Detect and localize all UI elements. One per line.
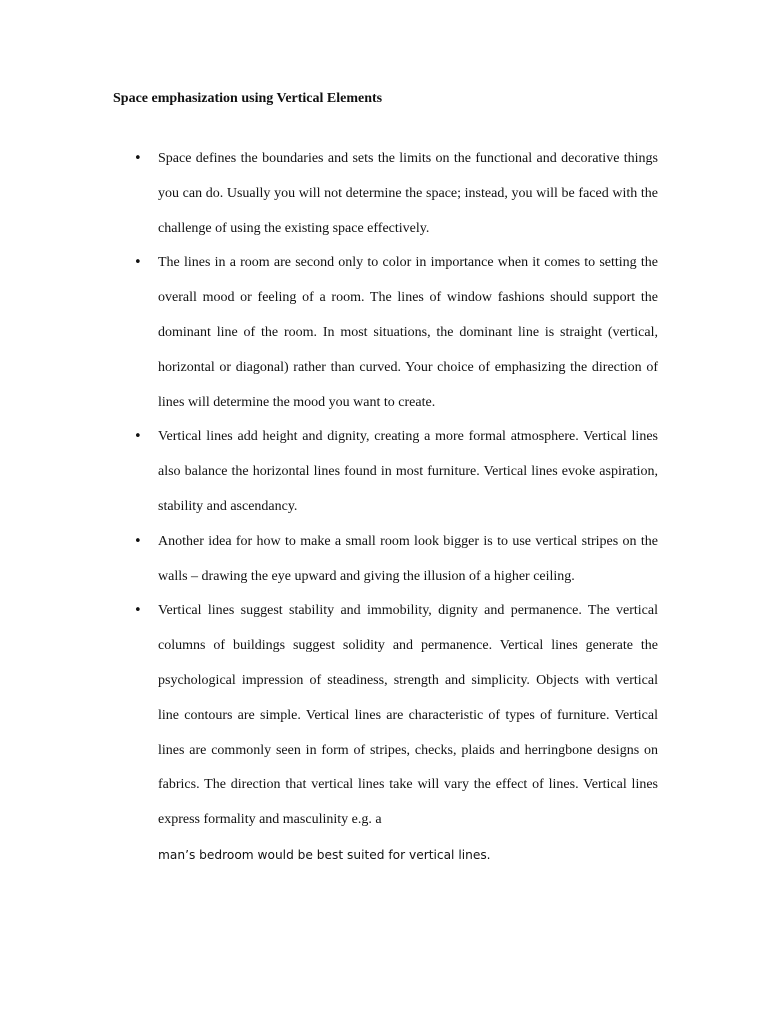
bullet-dot-icon: • <box>134 151 142 166</box>
bullet-text-2: The lines in a room are second only to color in importance when it comes to setting the overall mood or feeling of a room. The lines of window fashions should support the dominant line of the room. In most situations, the dominant line is straight (vertical, horizontal or diagonal) rather than curved. Your choice of emphasizing the direction of lines will determine the mood you want to create. <box>158 255 658 410</box>
bullet-text-5-tail: man’s bedroom would be best suited for vertical lines. <box>158 847 491 862</box>
bullet-text-1: Space defines the boundaries and sets the limits on the functional and decorative things you can do. Usually you will not determine the space; instead, you will be faced with the challenge of using the existing space effectively. <box>158 151 658 236</box>
bullet-text-3: Vertical lines add height and dignity, creating a more formal atmosphere. Vertical lines also balance the horizontal lines found in most furniture. Vertical lines evoke aspiration, stability and ascendancy. <box>158 429 658 514</box>
bullet-item-5 <box>113 594 658 872</box>
bullet-text-4: Another idea for how to make a small room look bigger is to use vertical stripes on the walls – drawing the eye upward and giving the illusion of a higher ceiling. <box>158 533 658 584</box>
bullet-item-3 <box>113 420 658 524</box>
bullet-list <box>113 142 658 873</box>
bullet-dot-icon: • <box>134 533 142 549</box>
bullet-item-1 <box>113 142 658 246</box>
bullet-dot-icon: • <box>134 255 142 271</box>
bullet-item-4 <box>113 525 658 595</box>
document-heading: Space emphasization using Vertical Elements <box>113 91 383 106</box>
bullet-item-2 <box>113 246 658 420</box>
bullet-dot-icon: • <box>134 603 142 619</box>
bullet-dot-icon: • <box>134 429 142 445</box>
bullet-text-5: Vertical lines suggest stability and immobility, dignity and permanence. The vertical columns of buildings suggest solidity and permanence. Vertical lines generate the psychological impression of steadiness, strength and simplicity. Objects with vertical line contours are simple. Vertical lines are characteristic of types of furniture. Vertical lines are commonly seen in form of stripes, checks, plaids and herringbone designs on fabrics. The direction that vertical lines take will vary the effect of lines. Vertical lines express formality and masculinity e.g. a <box>158 603 658 828</box>
